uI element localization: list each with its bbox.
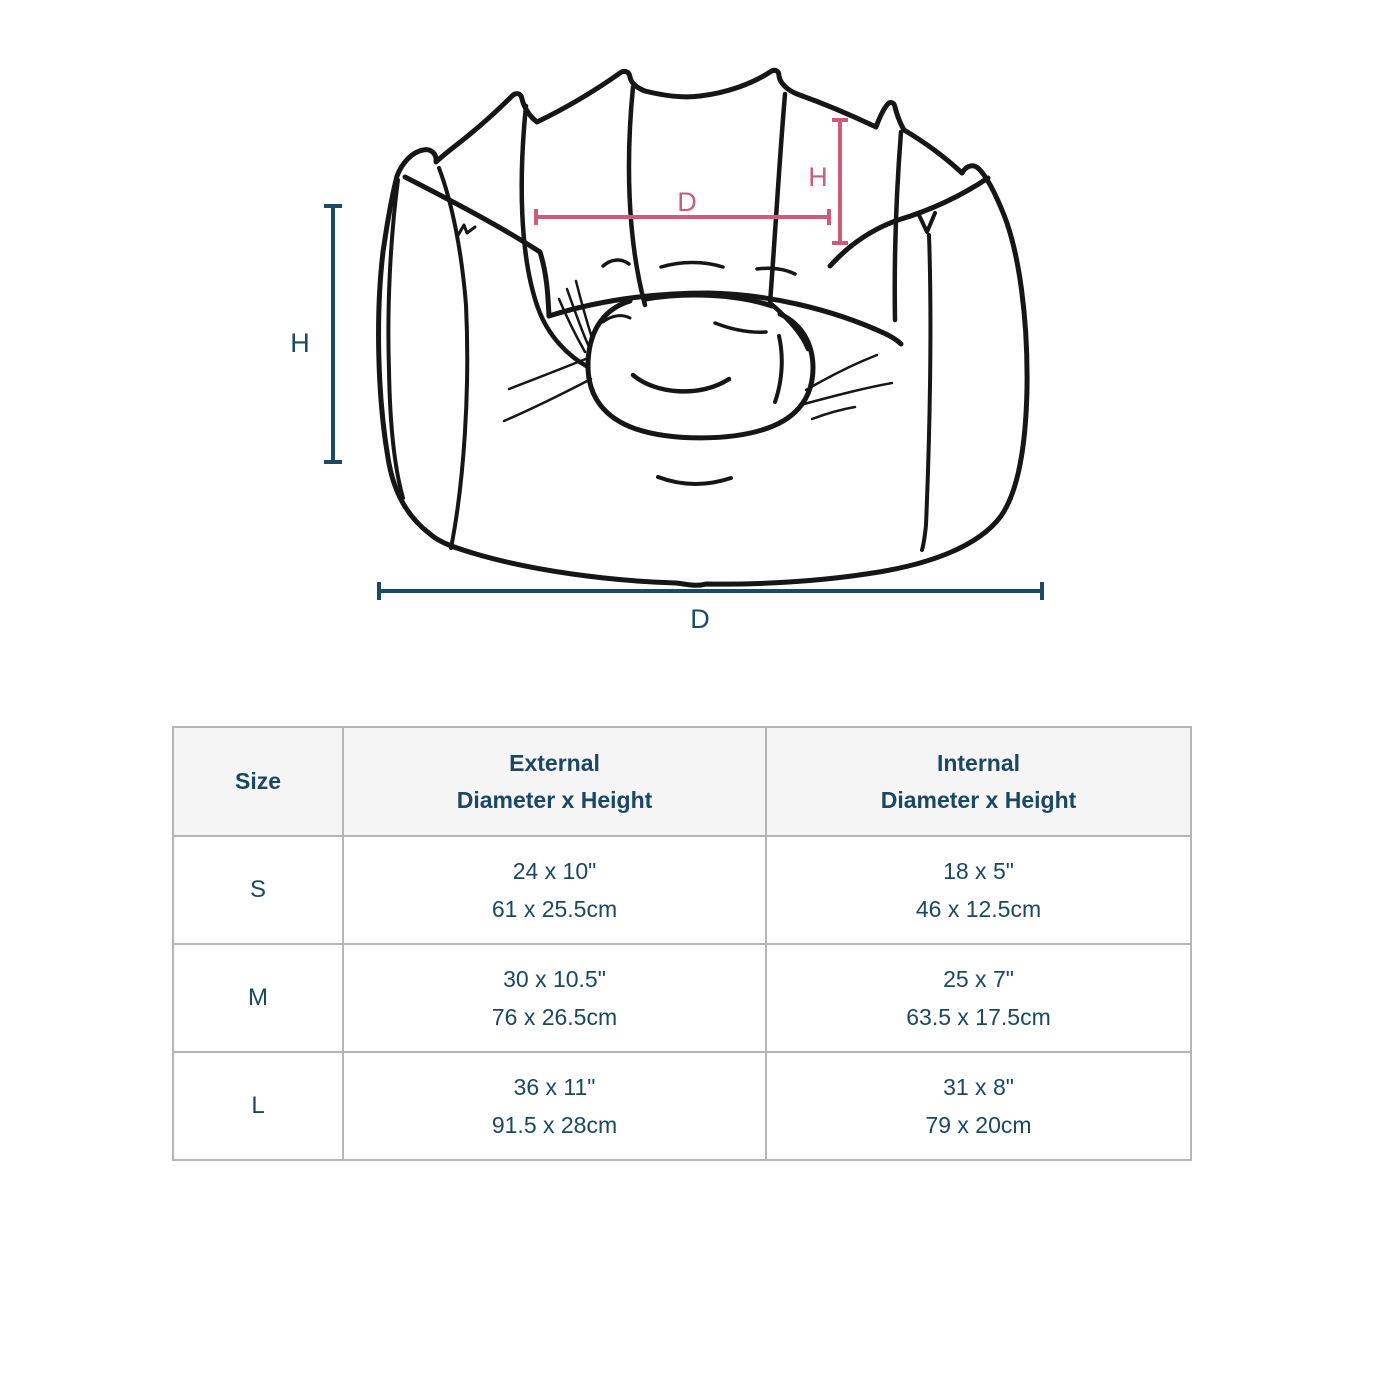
crease-line bbox=[812, 407, 855, 419]
header-cell-external bbox=[343, 727, 766, 836]
panel-seam bbox=[895, 132, 901, 320]
table-row-large bbox=[173, 1052, 1191, 1160]
size-cell bbox=[173, 1052, 343, 1160]
back-wall-seams bbox=[522, 87, 901, 367]
panel-seam bbox=[629, 87, 645, 305]
header-internal-line2: Diameter x Height bbox=[880, 786, 1077, 813]
external-dimensions-cell bbox=[343, 1052, 766, 1160]
internal-dimensions-cell bbox=[766, 836, 1191, 944]
external-height-dimension bbox=[324, 206, 342, 462]
header-external-line2: Diameter x Height bbox=[456, 786, 653, 813]
internal-cm: 79 x 20cm bbox=[925, 1112, 1032, 1138]
external-cm: 76 x 26.5cm bbox=[491, 1004, 618, 1030]
cushion-circle bbox=[588, 301, 813, 438]
external-inches: 30 x 10.5" bbox=[503, 966, 606, 992]
right-shoulder-sweep bbox=[830, 178, 988, 266]
cushion-eyebrow-crease bbox=[715, 323, 766, 332]
header-external-line1: External bbox=[509, 749, 600, 776]
internal-dimensions-cell bbox=[766, 944, 1191, 1052]
internal-height-label: H bbox=[808, 162, 828, 192]
right-shoulder-notch bbox=[919, 213, 935, 232]
size-value: L bbox=[251, 1092, 265, 1119]
size-table-body bbox=[173, 836, 1191, 1160]
table-row-small bbox=[173, 836, 1191, 944]
internal-cm: 46 x 12.5cm bbox=[915, 896, 1042, 922]
table-row-medium bbox=[173, 944, 1191, 1052]
left-wall-squiggle bbox=[457, 225, 475, 237]
size-value: M bbox=[248, 984, 268, 1011]
panel-seam bbox=[770, 94, 808, 349]
front-right-seam bbox=[922, 235, 930, 550]
external-dimensions-cell bbox=[343, 836, 766, 944]
internal-inches: 31 x 8" bbox=[943, 1074, 1014, 1100]
external-dimensions-cell bbox=[343, 944, 766, 1052]
center-cushion bbox=[588, 295, 813, 484]
internal-cm: 63.5 x 17.5cm bbox=[906, 1004, 1051, 1030]
size-value: S bbox=[249, 876, 266, 903]
header-cell-size bbox=[173, 727, 343, 836]
cushion-fold-right bbox=[775, 336, 782, 402]
external-inches: 36 x 11" bbox=[513, 1074, 596, 1100]
internal-inches: 18 x 5" bbox=[943, 858, 1014, 884]
crease-line bbox=[806, 355, 877, 390]
right-crease-fan bbox=[804, 355, 892, 419]
external-diameter-label: D bbox=[690, 604, 710, 634]
cushion-smile-crease bbox=[633, 375, 729, 391]
size-cell bbox=[173, 836, 343, 944]
panel-seam bbox=[522, 106, 588, 367]
crease-line bbox=[509, 358, 588, 389]
internal-diameter-label: D bbox=[677, 187, 697, 217]
internal-height-dimension bbox=[832, 120, 848, 243]
internal-dimensions-cell bbox=[766, 1052, 1191, 1160]
wrinkle-dash bbox=[661, 263, 723, 268]
external-height-label: H bbox=[290, 328, 310, 358]
size-table-header bbox=[173, 727, 1191, 836]
size-table bbox=[172, 726, 1192, 1161]
left-shoulder-sweep bbox=[405, 177, 549, 316]
header-internal-line1: Internal bbox=[936, 749, 1021, 776]
header-size-label: Size bbox=[234, 768, 282, 794]
crease-line bbox=[804, 383, 892, 404]
external-cm: 61 x 25.5cm bbox=[491, 896, 618, 922]
external-cm: 91.5 x 28cm bbox=[491, 1112, 618, 1138]
upper-wrinkle-dashes bbox=[603, 260, 795, 274]
internal-inches: 25 x 7" bbox=[943, 966, 1014, 992]
wrinkle-dash bbox=[603, 260, 629, 266]
left-wall-inner-edge bbox=[388, 180, 403, 498]
bed-line-art bbox=[379, 70, 1028, 585]
cushion-below-crease bbox=[658, 477, 731, 484]
size-cell bbox=[173, 944, 343, 1052]
wrinkle-dash bbox=[757, 268, 795, 274]
external-inches: 24 x 10" bbox=[512, 858, 597, 884]
header-row bbox=[173, 727, 1191, 836]
header-cell-internal bbox=[766, 727, 1191, 836]
